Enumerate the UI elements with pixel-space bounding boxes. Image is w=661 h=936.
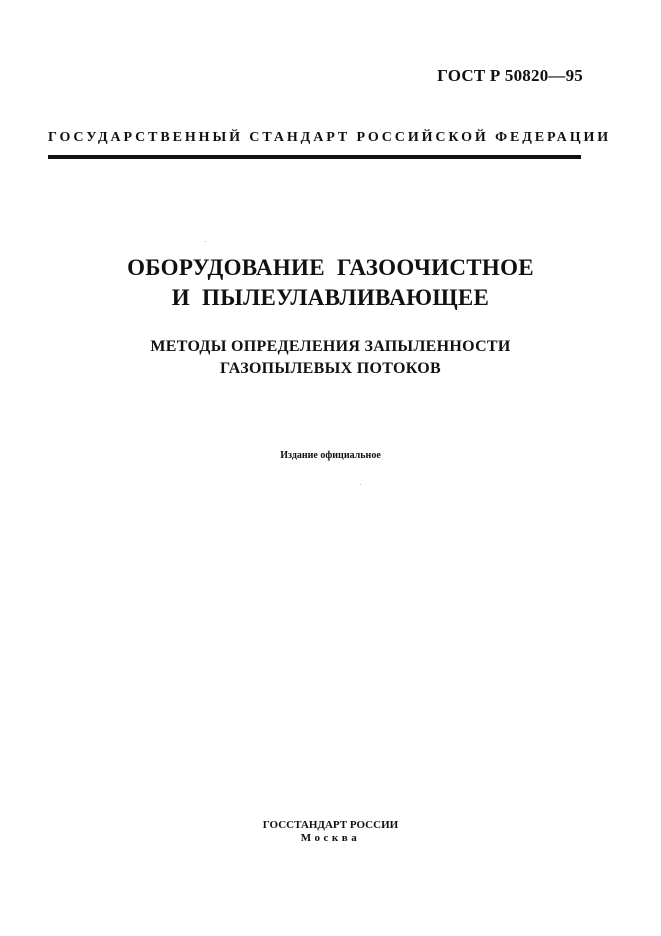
publisher-city: Москва: [300, 832, 361, 844]
edition-note: Издание официальное: [280, 450, 381, 461]
header-rule: [48, 155, 581, 159]
scan-speck: [205, 241, 206, 242]
subtitle-line-1: МЕТОДЫ ОПРЕДЕЛЕНИЯ ЗАПЫЛЕННОСТИ: [150, 338, 511, 355]
document-code: ГОСТ Р 50820—95: [437, 66, 583, 85]
main-title-line-2: И ПЫЛЕУЛАВЛИВАЮЩЕЕ: [171, 285, 490, 310]
standard-header: ГОСУДАРСТВЕННЫЙ СТАНДАРТ РОССИЙСКОЙ ФЕДЕРАЦИИ: [48, 130, 612, 145]
subtitle-line-2: ГАЗОПЫЛЕВЫХ ПОТОКОВ: [220, 360, 441, 377]
main-title-line-1: ОБОРУДОВАНИЕ ГАЗООЧИСТНОЕ: [127, 255, 534, 280]
subtitle: [40, 336, 621, 380]
publisher-name: ГОССТАНДАРТ РОССИИ: [262, 819, 399, 831]
scan-speck: [360, 484, 361, 485]
publisher-block: [40, 819, 621, 845]
main-title: [40, 253, 621, 313]
